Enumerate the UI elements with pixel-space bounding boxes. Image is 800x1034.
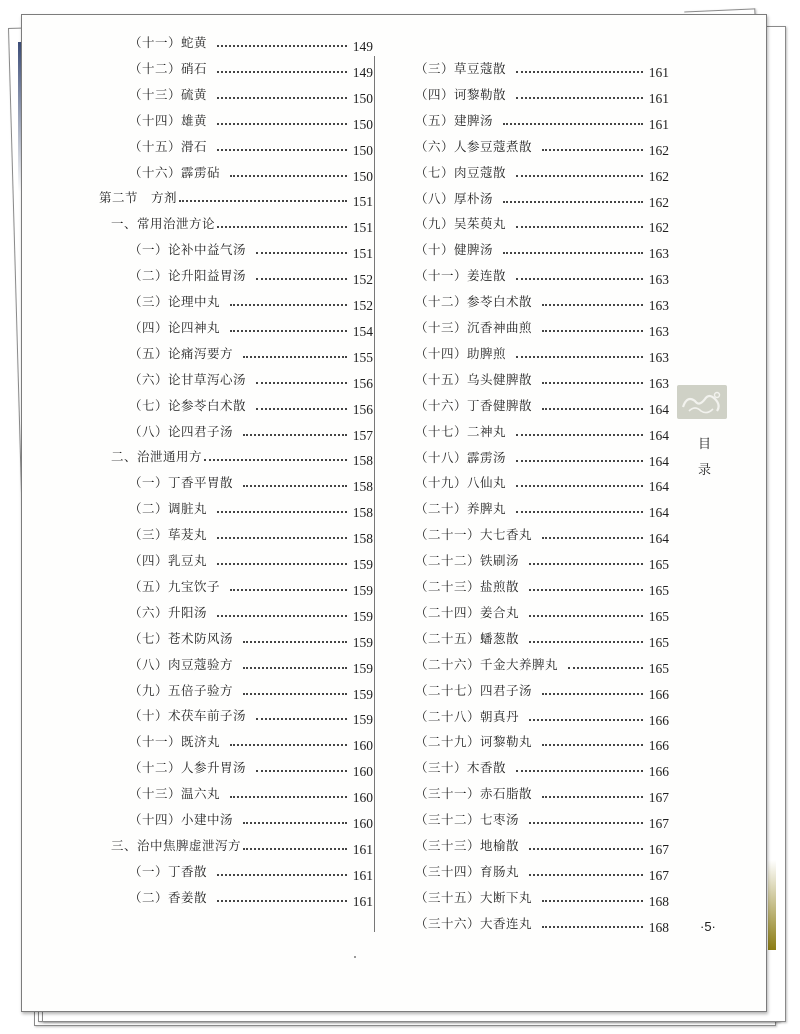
- toc-entry-title: （六）人参豆蔻煮散: [415, 138, 533, 154]
- toc-entry-page: 158: [352, 531, 373, 547]
- dot-leader: [542, 926, 643, 928]
- toc-entry: [129, 806, 373, 831]
- dot-leader: [529, 641, 643, 643]
- toc-entry-page: 163: [648, 324, 669, 339]
- toc-entry-page: 164: [648, 479, 669, 495]
- decorative-emblem-icon: [677, 385, 727, 419]
- dot-leader: [230, 175, 347, 177]
- toc-entry-title: （八）肉豆蔻验方: [129, 656, 234, 672]
- dot-leader: [256, 408, 347, 410]
- dot-leader: [503, 252, 643, 254]
- toc-entry: [415, 288, 669, 314]
- toc-entry: [415, 547, 669, 573]
- toc-entry-page: 164: [648, 401, 669, 417]
- toc-entry-title: （十八）霹雳汤: [415, 449, 507, 465]
- toc-entry-title: （三）论理中丸: [129, 294, 221, 309]
- toc-entry: [415, 884, 669, 909]
- toc-entry-page: 160: [352, 764, 373, 780]
- toc-entry: [129, 392, 373, 417]
- toc-entry-page: 154: [352, 323, 373, 339]
- dot-leader: [243, 485, 347, 487]
- toc-entry: [129, 651, 373, 676]
- toc-entry-page: 158: [352, 453, 373, 469]
- toc-entry-page: 162: [648, 168, 669, 184]
- toc-entry-title: （四）乳豆丸: [129, 553, 208, 568]
- dot-leader: [179, 200, 347, 202]
- dot-leader: [217, 45, 347, 47]
- toc-entry: [129, 469, 373, 495]
- toc-entry-page: 159: [352, 608, 373, 624]
- toc-entry-title: （十五）乌头健脾散: [415, 371, 533, 387]
- toc-entry: [129, 547, 373, 572]
- dot-leader: [516, 278, 643, 280]
- toc-entry-title: （七）肉豆蔻散: [415, 164, 507, 180]
- toc-entry: [415, 55, 669, 80]
- dot-leader: [542, 900, 643, 902]
- toc-entry-page: 156: [352, 401, 373, 417]
- toc-entry: [129, 418, 373, 443]
- toc-entry-page: 167: [648, 790, 669, 806]
- toc-entry-page: 168: [648, 919, 669, 935]
- toc-entry-page: 151: [352, 194, 373, 210]
- dot-leader: [516, 485, 643, 487]
- toc-entry-page: 150: [352, 116, 373, 132]
- toc-entry-page: 150: [352, 168, 373, 184]
- toc-entry: [415, 236, 669, 262]
- toc-entry-title: （四）论四神丸: [129, 319, 221, 335]
- toc-entry: [415, 185, 669, 210]
- toc-entry: [129, 262, 373, 288]
- toc-entry-title: （十九）八仙丸: [415, 475, 507, 491]
- toc-entry: [129, 754, 373, 780]
- toc-entry: [129, 677, 373, 702]
- toc-entry-page: 161: [648, 65, 669, 80]
- dot-leader: [204, 459, 347, 461]
- dot-leader: [516, 511, 643, 513]
- toc-entry-page: 151: [352, 246, 373, 262]
- toc-entry-page: 161: [352, 841, 373, 857]
- toc-entry: [129, 599, 373, 624]
- toc-entry: [129, 521, 373, 547]
- dot-leader: [542, 382, 643, 384]
- dot-leader: [256, 382, 347, 384]
- toc-entry-page: 165: [648, 557, 669, 573]
- toc-entry-title: （二十二）铁刷汤: [415, 553, 520, 569]
- dot-leader: [529, 589, 643, 591]
- toc-entry: [415, 133, 669, 158]
- toc-entry: [415, 469, 669, 495]
- toc-entry: [129, 728, 373, 754]
- dot-leader: [217, 615, 347, 617]
- toc-entry-title: （三）荜茇丸: [129, 527, 208, 543]
- toc-page: [21, 14, 767, 1012]
- toc-entry: [129, 288, 373, 313]
- toc-entry-title: （十二）人参升胃汤: [129, 760, 247, 776]
- column-divider: [374, 56, 375, 932]
- side-label-lu: 录: [698, 463, 712, 478]
- dot-leader: [230, 589, 347, 591]
- toc-entry-page: 161: [648, 116, 669, 132]
- toc-entry-page: 161: [648, 90, 669, 106]
- dot-leader: [542, 744, 643, 746]
- dot-leader: [217, 149, 347, 151]
- toc-entry-title: （九）五倍子验方: [129, 682, 234, 698]
- dot-leader: [516, 71, 643, 73]
- toc-entry: [415, 159, 669, 184]
- toc-entry-title: （三十一）赤石脂散: [415, 786, 533, 802]
- toc-entry-title: （一）丁香平胃散: [129, 475, 234, 491]
- dot-leader: [529, 719, 643, 721]
- toc-entry-title: （二十八）朝真丹: [415, 708, 520, 724]
- toc-entry-page: 163: [648, 349, 669, 365]
- dot-leader: [529, 848, 643, 850]
- toc-entry-title: （二）香姜散: [129, 889, 208, 905]
- toc-entry-title: （七）论参苓白术散: [129, 397, 247, 413]
- toc-entry-title: （三十二）七枣汤: [415, 812, 520, 828]
- dot-leader: [230, 744, 347, 746]
- toc-entry: [129, 625, 373, 650]
- toc-entry: [129, 495, 373, 521]
- toc-entry-title: （六）升阳汤: [129, 604, 208, 620]
- toc-entry-title: （一）论补中益气汤: [129, 242, 247, 258]
- toc-entry-page: 160: [352, 790, 373, 806]
- toc-entry-title: （十四）助脾煎: [415, 345, 507, 361]
- toc-entry-page: 166: [648, 738, 669, 754]
- toc-entry-title: 一、常用治泄方论: [111, 216, 216, 232]
- print-mark: [354, 956, 356, 958]
- dot-leader: [217, 123, 347, 125]
- toc-entry-page: 167: [648, 842, 669, 857]
- toc-entry-title: （十六）霹雳砧: [129, 164, 221, 180]
- toc-entry: [129, 573, 373, 598]
- dot-leader: [516, 460, 643, 462]
- toc-entry-title: （十七）二神丸: [415, 423, 507, 439]
- toc-entry-title: （五）九宝饮子: [129, 578, 221, 594]
- toc-entry: [415, 444, 669, 469]
- dot-leader: [529, 822, 643, 824]
- dot-leader: [243, 356, 347, 358]
- toc-entry-title: （四）诃黎勒散: [415, 86, 507, 102]
- toc-entry-page: 167: [648, 867, 669, 883]
- toc-entry: [111, 832, 373, 857]
- dot-leader: [516, 434, 643, 436]
- dot-leader: [243, 641, 347, 643]
- cover-edge-olive: [768, 860, 776, 950]
- dot-leader: [529, 563, 643, 565]
- toc-entry-title: （三十六）大香连丸: [415, 915, 533, 931]
- toc-entry: [415, 495, 669, 521]
- dot-leader: [516, 770, 643, 772]
- dot-leader: [542, 149, 643, 151]
- toc-entry-title: （十二）参苓白术散: [415, 294, 533, 310]
- toc-entry-title: （二）论升阳益胃汤: [129, 268, 247, 284]
- toc-entry: [415, 573, 669, 598]
- toc-entry: [415, 858, 669, 883]
- toc-entry-page: 164: [648, 453, 669, 469]
- toc-entry-title: （五）建脾汤: [415, 112, 494, 128]
- toc-entry: [129, 340, 373, 365]
- dot-leader: [503, 123, 643, 125]
- toc-entry-title: （二）调脏丸: [129, 501, 208, 517]
- toc-entry-page: 152: [352, 298, 373, 313]
- toc-entry: [129, 702, 373, 728]
- toc-entry-title: （十四）雄黄: [129, 112, 208, 128]
- dot-leader: [516, 175, 643, 177]
- toc-entry-title: 二、治泄通用方: [111, 449, 203, 465]
- dot-leader: [542, 796, 643, 798]
- toc-entry-page: 159: [352, 660, 373, 676]
- dot-leader: [516, 356, 643, 358]
- dot-leader: [243, 848, 347, 850]
- toc-entry-title: （二十一）大七香丸: [415, 527, 533, 543]
- toc-entry-title: （十）术茯车前子汤: [129, 708, 247, 724]
- toc-entry-title: （一）丁香散: [129, 863, 208, 879]
- dot-leader: [217, 874, 347, 876]
- toc-entry-page: 160: [352, 816, 373, 831]
- dot-leader: [542, 408, 643, 410]
- toc-entry-page: 165: [648, 634, 669, 650]
- toc-entry-title: （十五）滑石: [129, 138, 208, 154]
- dot-leader: [542, 537, 643, 539]
- side-label-mu: 目: [698, 437, 712, 452]
- toc-entry: [129, 884, 373, 909]
- toc-entry-title: （十六）丁香健脾散: [415, 397, 533, 413]
- toc-entry-title: （八）厚朴汤: [415, 190, 494, 206]
- dot-leader: [516, 226, 643, 228]
- toc-entry-title: （二十九）诃黎勒丸: [415, 734, 533, 750]
- toc-entry: [415, 81, 669, 106]
- toc-entry-title: （十三）沉香神曲煎: [415, 320, 533, 335]
- toc-entry-page: 149: [352, 39, 373, 54]
- toc-entry-title: （三十）木香散: [415, 760, 507, 776]
- toc-entry-page: 166: [648, 712, 669, 728]
- dot-leader: [217, 563, 347, 565]
- toc-entry-title: （十四）小建中汤: [129, 812, 234, 827]
- toc-entry-page: 161: [352, 893, 373, 909]
- dot-leader: [542, 304, 643, 306]
- toc-entry: [415, 625, 669, 650]
- toc-entry-page: 155: [352, 349, 373, 365]
- toc-entry: [415, 340, 669, 365]
- toc-entry-title: （二十）养脾丸: [415, 501, 507, 517]
- toc-entry-title: 第二节 方剂: [99, 190, 178, 206]
- toc-entry-title: （十三）硫黄: [129, 86, 208, 102]
- toc-entry-page: 161: [352, 867, 373, 883]
- toc-entry: [129, 81, 373, 106]
- dot-leader: [529, 874, 643, 876]
- toc-entry-page: 149: [352, 64, 373, 80]
- toc-entry: [129, 159, 373, 184]
- toc-entry-page: 167: [648, 816, 669, 832]
- toc-entry-title: （三十三）地榆散: [415, 838, 520, 853]
- toc-entry: [129, 236, 373, 262]
- toc-entry-title: （八）论四君子汤: [129, 423, 234, 439]
- toc-entry-page: 163: [648, 375, 669, 391]
- toc-entry-page: 151: [352, 220, 373, 236]
- dot-leader: [256, 278, 347, 280]
- toc-entry-title: （十二）硝石: [129, 60, 208, 76]
- toc-entry-page: 152: [352, 272, 373, 288]
- toc-entry-title: （二十五）蟠葱散: [415, 630, 520, 646]
- toc-entry: [129, 133, 373, 158]
- toc-entry-page: 166: [648, 686, 669, 702]
- toc-entry: [415, 910, 669, 935]
- toc-entry-title: （二十四）姜合丸: [415, 604, 520, 620]
- toc-entry-page: 159: [352, 557, 373, 572]
- toc-entry: [129, 107, 373, 132]
- toc-entry-page: 158: [352, 479, 373, 495]
- toc-entry-title: （十一）姜连散: [415, 268, 507, 284]
- toc-entry-page: 168: [648, 893, 669, 909]
- toc-entry: [129, 29, 373, 54]
- toc-entry-page: 157: [352, 427, 373, 443]
- toc-entry-page: 160: [352, 738, 373, 754]
- toc-entry-page: 162: [648, 220, 669, 236]
- toc-entry: [415, 366, 669, 391]
- dot-leader: [217, 97, 347, 99]
- dot-leader: [217, 900, 347, 902]
- toc-entry-title: （六）论甘草泻心汤: [129, 371, 247, 387]
- dot-leader: [568, 667, 643, 669]
- toc-entry-page: 165: [648, 660, 669, 676]
- toc-entry-title: （七）苍术防风汤: [129, 630, 234, 646]
- dot-leader: [217, 71, 347, 73]
- dot-leader: [256, 770, 347, 772]
- toc-entry: [415, 754, 669, 780]
- dot-leader: [217, 226, 347, 228]
- toc-entry: [111, 443, 373, 469]
- toc-entry-title: （十三）温六丸: [129, 786, 221, 802]
- dot-leader: [243, 822, 347, 824]
- dot-leader: [230, 330, 347, 332]
- dot-leader: [516, 97, 643, 99]
- dot-leader: [243, 434, 347, 436]
- dot-leader: [217, 511, 347, 513]
- toc-entry-title: （十一）蛇黄: [129, 35, 208, 50]
- dot-leader: [542, 693, 643, 695]
- toc-entry: [415, 418, 669, 443]
- toc-entry-title: （三十五）大断下丸: [415, 889, 533, 905]
- toc-entry-page: 163: [648, 246, 669, 262]
- dot-leader: [217, 537, 347, 539]
- toc-entry: [415, 806, 669, 832]
- toc-entry-page: 164: [648, 505, 669, 521]
- page-number: ·5·: [700, 919, 716, 934]
- toc-entry-page: 159: [352, 712, 373, 728]
- dot-leader: [503, 201, 643, 203]
- toc-entry: [415, 780, 669, 806]
- toc-entry-title: 三、治中焦脾虚泄泻方: [111, 837, 242, 853]
- toc-entry: [99, 184, 373, 210]
- toc-entry: [415, 728, 669, 754]
- dot-leader: [542, 330, 643, 332]
- toc-entry: [415, 262, 669, 288]
- toc-entry-page: 159: [352, 634, 373, 650]
- toc-entry: [129, 314, 373, 339]
- toc-entry-page: 165: [648, 583, 669, 598]
- toc-entry: [415, 210, 669, 236]
- toc-entry-page: 164: [648, 531, 669, 547]
- toc-entry: [129, 55, 373, 80]
- toc-entry-title: （三）草豆蔻散: [415, 61, 507, 76]
- toc-entry: [129, 780, 373, 806]
- toc-entry-page: 162: [648, 142, 669, 158]
- toc-entry-title: （十一）既济丸: [129, 734, 221, 750]
- toc-entry-page: 164: [648, 427, 669, 443]
- toc-entry-title: （九）吴茱萸丸: [415, 216, 507, 232]
- toc-entry-title: （五）论痛泻要方: [129, 345, 234, 361]
- toc-entry-page: 159: [352, 582, 373, 598]
- toc-entry-title: （十）健脾汤: [415, 242, 494, 258]
- toc-entry: [415, 651, 669, 676]
- toc-entry: [129, 366, 373, 391]
- toc-entry-page: 162: [648, 194, 669, 210]
- toc-entry-page: 165: [648, 608, 669, 624]
- toc-entry: [415, 677, 669, 702]
- toc-entry: [415, 392, 669, 417]
- toc-entry-page: 150: [352, 90, 373, 106]
- toc-entry: [415, 107, 669, 132]
- toc-entry: [111, 210, 373, 236]
- toc-entry-title: （二十六）千金大养脾丸: [415, 656, 559, 672]
- toc-entry-title: （二十三）盐煎散: [415, 579, 520, 594]
- toc-entry-page: 150: [352, 142, 373, 158]
- toc-entry: [415, 314, 669, 339]
- toc-entry-title: （三十四）育肠丸: [415, 863, 520, 879]
- toc-entry-page: 159: [352, 686, 373, 702]
- toc-entry-page: 163: [648, 298, 669, 314]
- dot-leader: [256, 718, 347, 720]
- dot-leader: [243, 667, 347, 669]
- toc-entry: [129, 858, 373, 883]
- toc-entry-title: （二十七）四君子汤: [415, 682, 533, 698]
- dot-leader: [243, 693, 347, 695]
- dot-leader: [230, 304, 347, 306]
- toc-entry-page: 156: [352, 375, 373, 391]
- dot-leader: [529, 615, 643, 617]
- toc-entry-page: 163: [648, 272, 669, 288]
- toc-entry: [415, 703, 669, 728]
- toc-entry: [415, 521, 669, 547]
- dot-leader: [230, 796, 347, 798]
- toc-entry: [415, 832, 669, 857]
- toc-entry-page: 158: [352, 505, 373, 521]
- dot-leader: [256, 252, 347, 254]
- toc-entry-page: 166: [648, 764, 669, 780]
- toc-entry: [415, 599, 669, 624]
